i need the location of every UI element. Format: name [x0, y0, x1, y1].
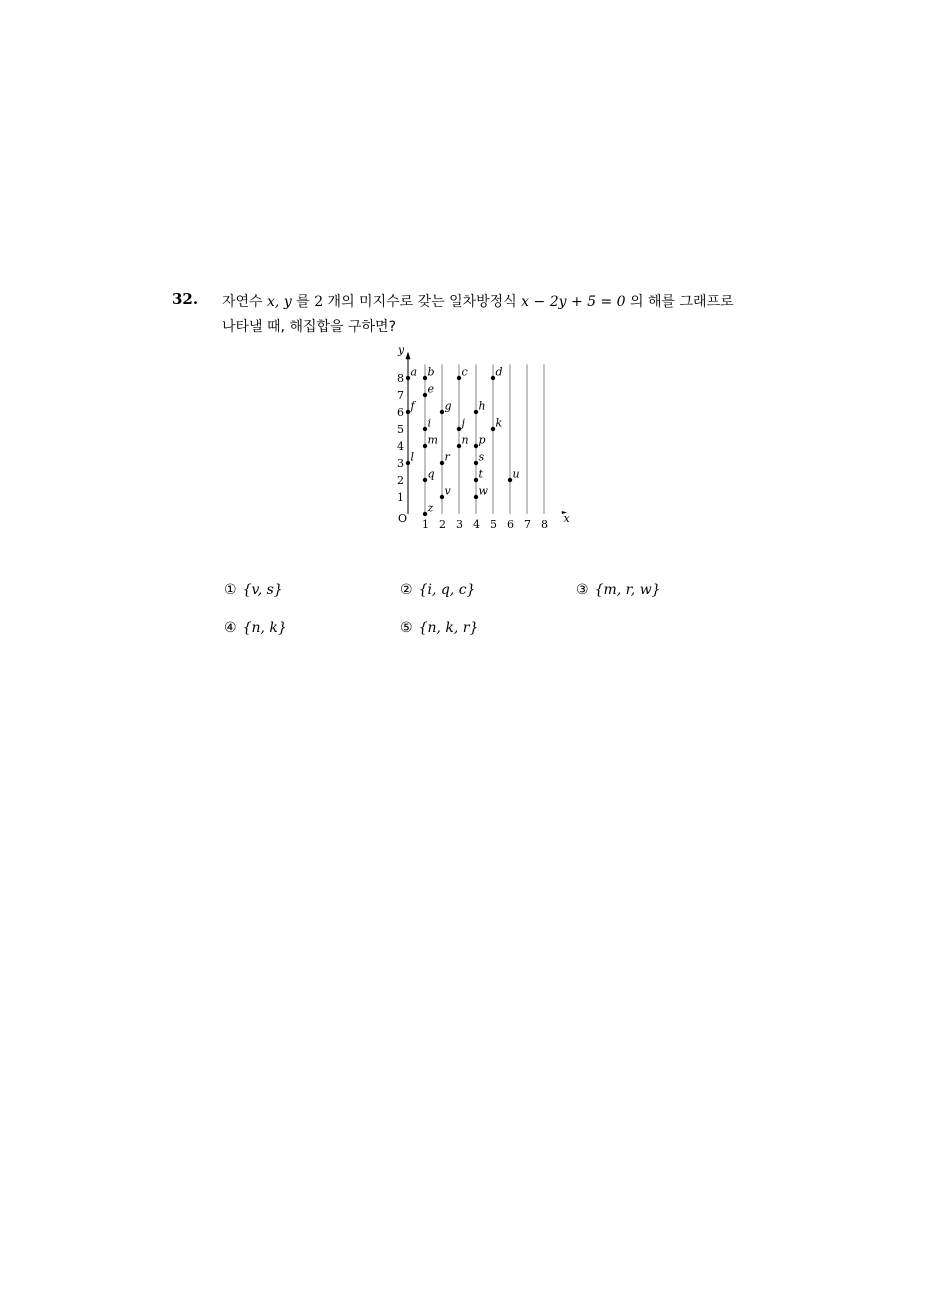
choice-4-set: {n, k}	[242, 620, 287, 636]
choice-4[interactable]	[224, 620, 287, 636]
x-tick-label-8: 8	[541, 518, 548, 531]
q-equation: x − 2y + 5 = 0	[521, 294, 626, 310]
y-tick-label-1: 1	[397, 491, 404, 504]
point-label-m: m	[427, 433, 438, 447]
choice-3-mark: ③	[576, 582, 589, 598]
point-label-c: c	[461, 365, 468, 379]
y-tick-label-6: 6	[397, 406, 404, 419]
solution-graph	[390, 343, 580, 535]
x-tick-label-7: 7	[524, 518, 531, 531]
choice-2[interactable]	[400, 582, 475, 598]
point-label-n: n	[461, 433, 469, 447]
question-number: 32.	[172, 290, 199, 308]
q-text-c: 개의 미지수로 갖는 일차방정식	[323, 294, 522, 310]
point-label-a: a	[410, 365, 418, 379]
choice-4-mark: ④	[224, 620, 237, 636]
q-text-b: 를	[291, 294, 315, 310]
origin-label: O	[398, 512, 408, 525]
solution-points	[406, 366, 520, 517]
point-label-e: e	[427, 382, 435, 396]
choice-2-set: {i, q, c}	[418, 582, 476, 598]
point-label-f: f	[410, 399, 415, 413]
y-tick-label-2: 2	[397, 474, 404, 487]
q-text-d: 의 해를 그래프로	[625, 294, 734, 310]
point-label-q: q	[427, 467, 435, 481]
question-text-line1	[222, 291, 734, 311]
x-axis-label: x	[563, 512, 570, 525]
x-tick-label-6: 6	[507, 518, 514, 531]
tick-labels	[397, 372, 548, 531]
point-label-w: w	[478, 484, 488, 498]
point-label-l: l	[410, 450, 415, 464]
point-label-k: k	[495, 416, 503, 430]
q-text-a: 자연수	[222, 294, 268, 310]
point-label-r: r	[444, 450, 450, 464]
y-tick-label-5: 5	[397, 423, 404, 436]
point-label-t: t	[478, 467, 483, 481]
x-tick-label-5: 5	[490, 518, 497, 531]
point-label-h: h	[478, 399, 486, 413]
y-tick-label-7: 7	[397, 389, 404, 402]
y-tick-label-3: 3	[397, 457, 404, 470]
x-tick-label-3: 3	[456, 518, 463, 531]
y-tick-label-4: 4	[397, 440, 404, 453]
question-text-line2: 나타낼 때, 해집합을 구하면?	[222, 319, 396, 335]
point-label-u: u	[512, 467, 520, 481]
y-axis-arrow	[406, 352, 411, 360]
q-two: 2	[314, 294, 324, 310]
x-tick-label-2: 2	[439, 518, 446, 531]
point-label-i: i	[427, 416, 432, 430]
y-tick-label-8: 8	[397, 372, 404, 385]
choice-3[interactable]	[576, 582, 661, 598]
point-label-s: s	[478, 450, 485, 464]
choice-5-set: {n, k, r}	[418, 620, 479, 636]
choice-1-mark: ①	[224, 582, 237, 598]
x-tick-label-1: 1	[422, 518, 429, 531]
choice-1[interactable]	[224, 582, 283, 598]
point-label-j: j	[461, 416, 465, 430]
choice-1-set: {v, s}	[242, 582, 283, 598]
x-tick-label-4: 4	[473, 518, 480, 531]
choice-3-set: {m, r, w}	[594, 582, 661, 598]
point-label-d: d	[495, 365, 503, 379]
choice-5-mark: ⑤	[400, 620, 413, 636]
point-label-g: g	[444, 399, 452, 413]
point-label-b: b	[427, 365, 435, 379]
choice-2-mark: ②	[400, 582, 413, 598]
y-axis-label: y	[398, 343, 405, 357]
q-vars: x, y	[267, 294, 292, 310]
point-label-z: z	[427, 501, 434, 515]
choice-5[interactable]	[400, 620, 478, 636]
point-label-v: v	[444, 484, 451, 498]
point-label-p: p	[478, 433, 486, 447]
